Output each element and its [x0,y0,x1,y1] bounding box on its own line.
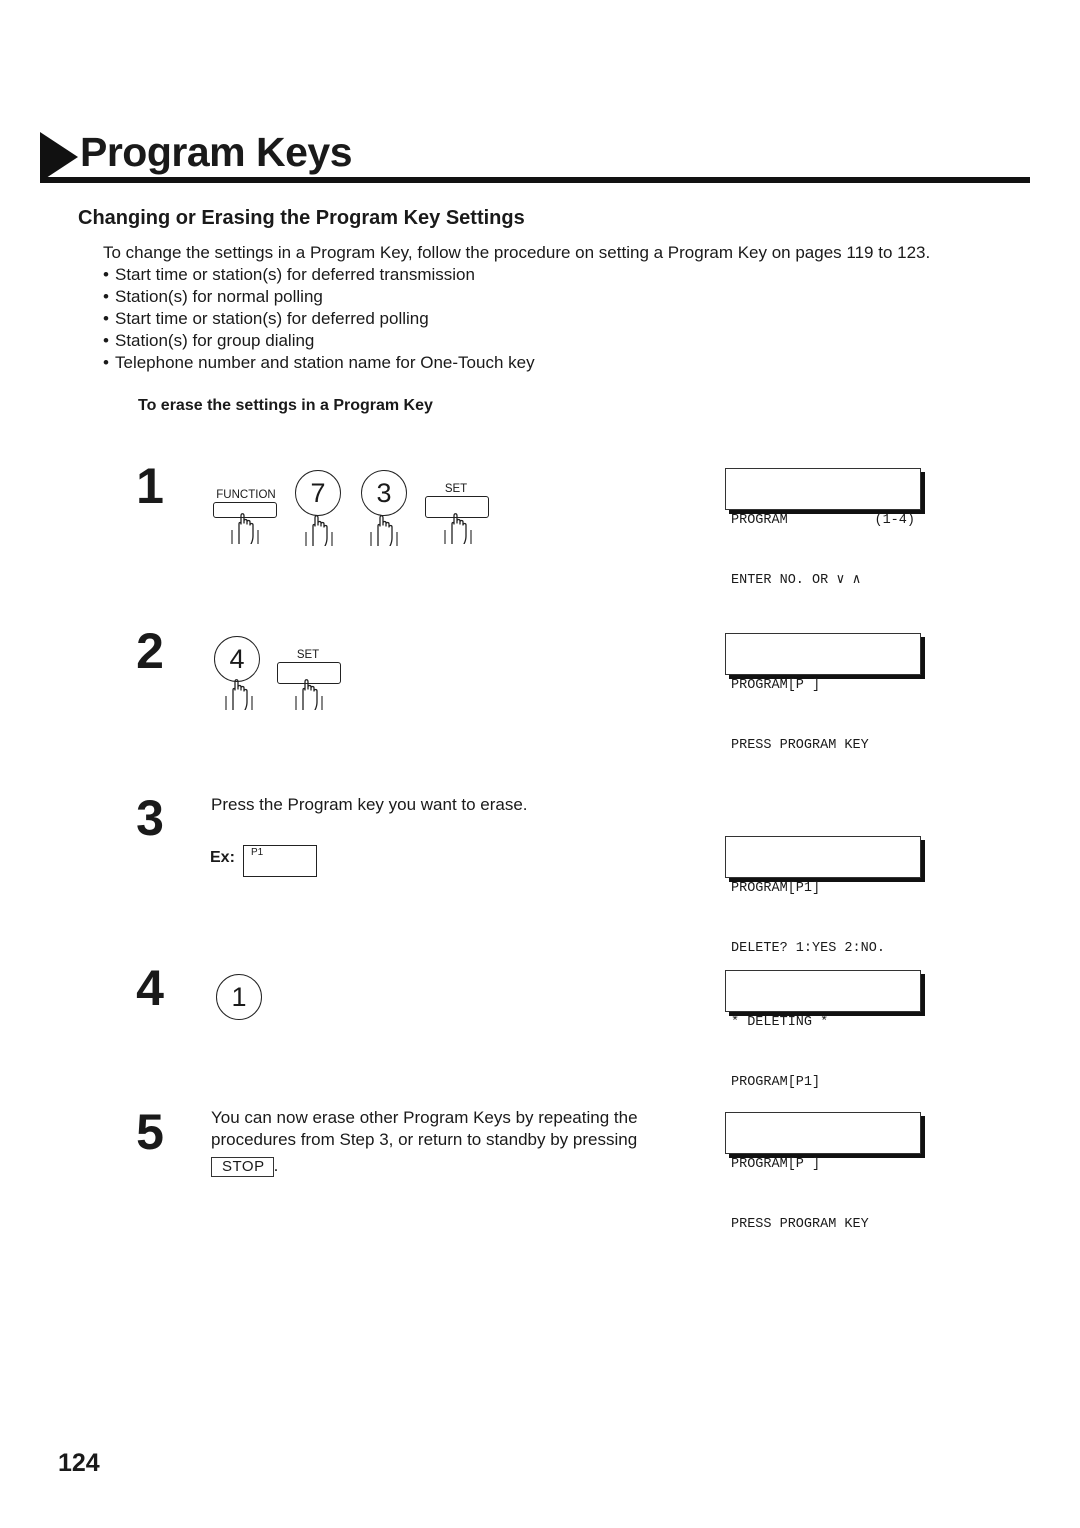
lcd-display-step-2 [725,633,921,753]
function-key-label: FUNCTION [216,489,276,501]
key-3[interactable]: 3 [361,470,407,516]
stop-suffix: . [273,1156,279,1175]
step-number-4: 4 [136,960,164,1016]
title-rule [40,177,1030,183]
step-number-1: 1 [136,458,164,514]
step-number-3: 3 [136,790,164,846]
lcd-line: (1-4) [874,513,915,528]
set-key-label: SET [296,649,320,661]
lcd-line: PROGRAM[P ] [731,678,821,693]
page-number: 124 [58,1449,100,1477]
key-4[interactable]: 4 [214,636,260,682]
pointing-hand-icon [304,512,334,546]
key-1[interactable]: 1 [216,974,262,1020]
step-3-text: Press the Program key you want to erase. [211,795,528,814]
pointing-hand-icon [230,510,260,544]
stop-key[interactable]: STOP [211,1157,274,1177]
settings-list [103,264,535,374]
lcd-line: * DELETING * [731,1015,829,1030]
lcd-display-step-4 [725,970,921,1090]
lcd-display-step-3 [725,836,921,956]
key-7[interactable]: 7 [295,470,341,516]
step-5-text [211,1107,638,1177]
title-arrow-icon [40,132,78,182]
erase-heading: To erase the settings in a Program Key [138,397,433,414]
lcd-line: PROGRAM[P1] [731,1075,821,1090]
program-key-label: P1 [251,847,264,858]
list-item: • Start time or station(s) for deferred polling [103,308,535,330]
lcd-display-step-5 [725,1112,921,1232]
list-item: • Station(s) for group dialing [103,330,535,352]
list-item: • Start time or station(s) for deferred transmission [103,264,535,286]
lcd-line: ENTER NO. OR ∨ ∧ [731,573,861,588]
list-item: • Station(s) for normal polling [103,286,535,308]
pointing-hand-icon [294,676,324,710]
lcd-line: PROGRAM[P1] [731,881,821,896]
set-key-label: SET [444,483,468,495]
step-number-2: 2 [136,623,164,679]
section-subtitle: Changing or Erasing the Program Key Settings [78,207,525,229]
list-item: • Telephone number and station name for One-Touch key [103,352,535,374]
step-5-line: procedures from Step 3, or return to standby by pressing [211,1130,638,1149]
lcd-line: PRESS PROGRAM KEY [731,738,869,753]
pointing-hand-icon [224,676,254,710]
lcd-line: DELETE? 1:YES 2:NO. [731,941,885,956]
lcd-line: PROGRAM[P ] [731,1157,821,1172]
pointing-hand-icon [443,510,473,544]
step-5-line: You can now erase other Program Keys by repeating the [211,1108,638,1127]
lcd-display-step-1 [725,468,921,588]
lcd-line: PRESS PROGRAM KEY [731,1217,869,1232]
step-number-5: 5 [136,1104,164,1160]
example-label: Ex: [210,849,235,866]
lcd-line: PROGRAM [731,513,788,528]
program-key-p1[interactable] [243,845,317,877]
pointing-hand-icon [369,512,399,546]
page-title: Program Keys [80,129,353,175]
intro-text: To change the settings in a Program Key, follow the procedure on setting a Program Key on pages 119 to 123. [103,243,931,262]
